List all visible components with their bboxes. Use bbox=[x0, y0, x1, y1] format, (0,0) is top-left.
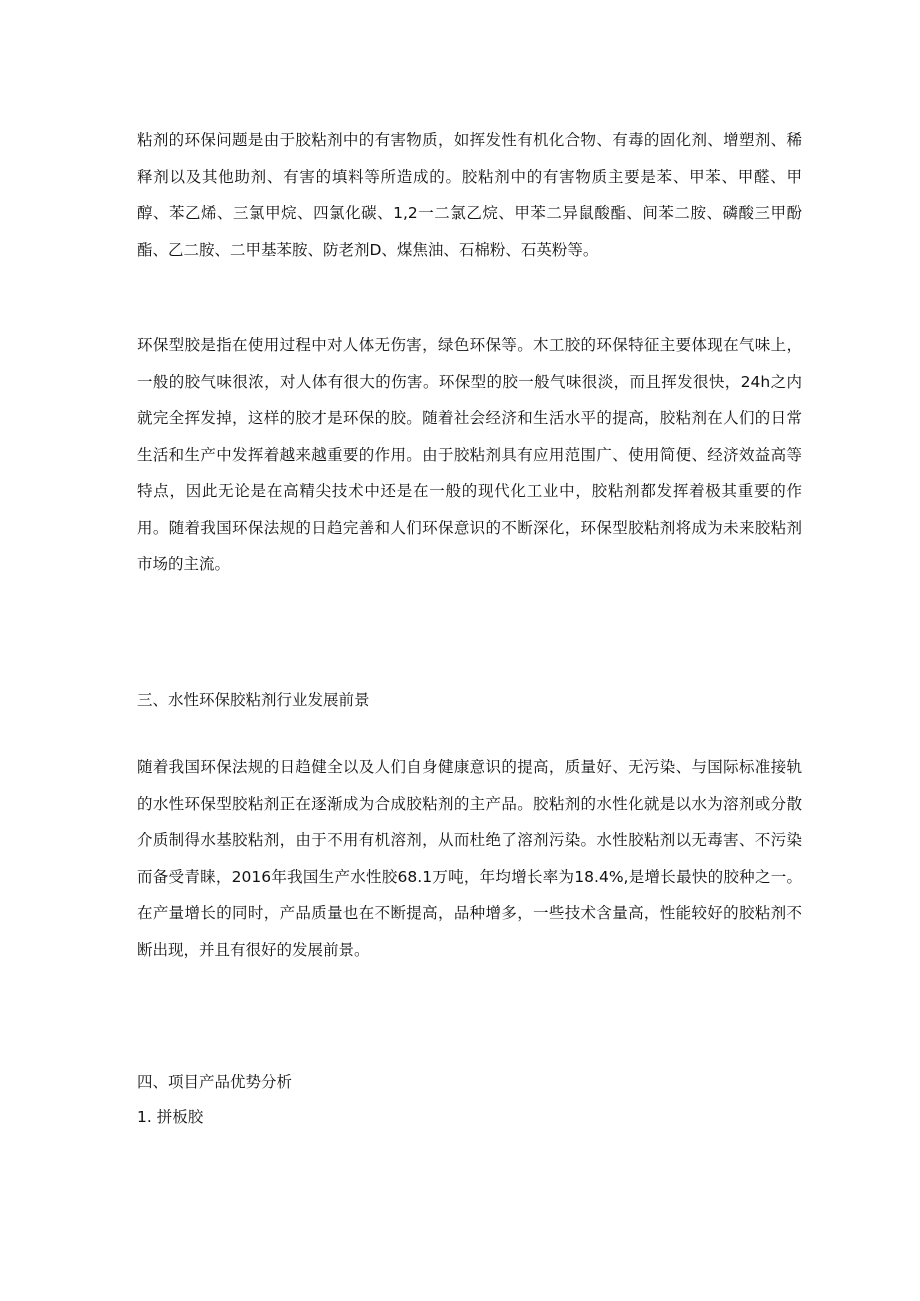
subsection-heading-1: 1. 拼板胶 bbox=[137, 1108, 204, 1126]
section-heading-3: 三、水性环保胶粘剂行业发展前景 bbox=[137, 691, 370, 709]
paragraph-waterborne-adhesive-outlook: 随着我国环保法规的日趋健全以及人们自身健康意识的提高，质量好、无污染、与国际标准接轨的水性环保型胶粘剂正在逐渐成为合成胶粘剂的主产品。胶粘剂的水性化就是以水为溶剂或分散介质制得水基胶粘剂，由于不用有机溶剂，从而杜绝了溶剂污染。水性胶粘剂以无毒害、不污染而备受青睐，2016年我国生产水性胶68.1万吨，年均增长率为18.4%,是增长最快的胶种之一。在产量增长的同时，产品质量也在不断提高，品种增多，一些技术含量高，性能较好的胶粘剂不断出现，并且有很好的发展前景。 bbox=[137, 758, 802, 959]
paragraph-adhesive-harmful-substances: 粘剂的环保问题是由于胶粘剂中的有害物质，如挥发性有机化合物、有毒的固化剂、增塑剂、稀释剂以及其他助剂、有害的填料等所造成的。胶粘剂中的有害物质主要是苯、甲苯、甲醛、甲醇、苯乙烯、三氯甲烷、四氯化碳、1,2一二氯乙烷、甲苯二异鼠酸酯、间苯二胺、磷酸三甲酚酯、乙二胺、二甲基苯胺、防老剂D、煤焦油、石棉粉、石英粉等。 bbox=[137, 131, 802, 259]
section-heading-4: 四、项目产品优势分析 bbox=[137, 1073, 293, 1091]
paragraph-eco-friendly-glue: 环保型胶是指在使用过程中对人体无伤害，绿色环保等。木工胶的环保特征主要体现在气味上，一般的胶气味很浓，对人体有很大的伤害。环保型的胶一般气味很淡，而且挥发很快，24h之内就完全挥发掉，这样的胶才是环保的胶。随着社会经济和生活水平的提高，胶粘剂在人们的日常生活和生产中发挥着越来越重要的作用。由于胶粘剂具有应用范围广、使用简便、经济效益高等特点，因此无论是在高精尖技术中还是在一般的现代化工业中，胶粘剂都发挥着极其重要的作用。随着我国环保法规的日趋完善和人们环保意识的不断深化，环保型胶粘剂将成为未来胶粘剂市场的主流。 bbox=[137, 336, 802, 573]
